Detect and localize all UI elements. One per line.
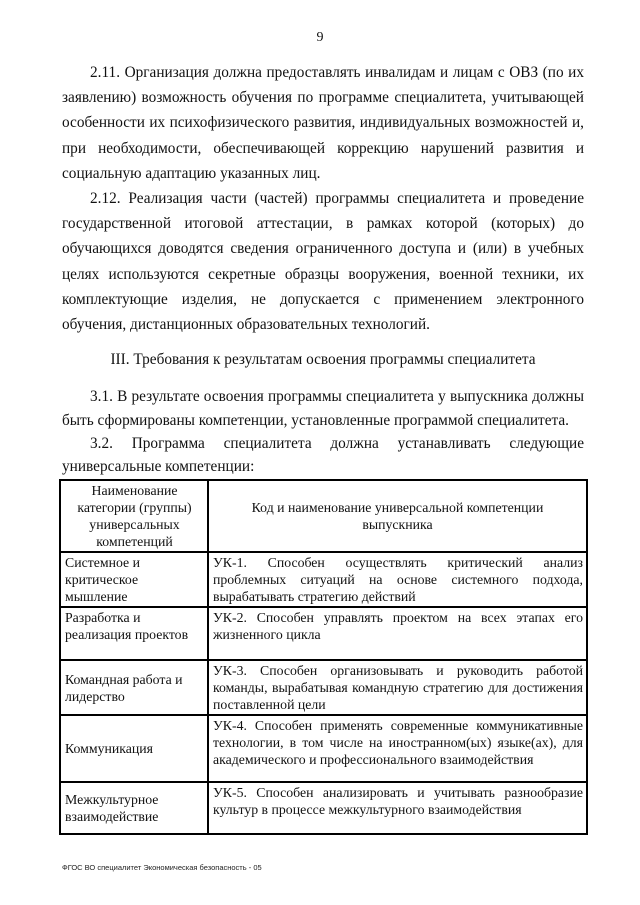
category-cell: Коммуникация xyxy=(60,715,208,782)
table-row xyxy=(60,607,587,660)
competency-cell: УК-4. Способен применять современные коммуникативные технологии, в том числе на иностранном(ых) языке(ах), для академического и профессионального взаимодействия xyxy=(208,715,587,782)
competency-cell: УК-2. Способен управлять проектом на всех этапах его жизненного цикла xyxy=(208,607,587,660)
page-number: 9 xyxy=(316,30,324,45)
table-row xyxy=(60,552,587,607)
paragraph-3-2: 3.2. Программа специалитета должна устанавливать следующие универсальные компетенции: xyxy=(62,435,584,475)
header-category-cell: Наименование категории (группы) универсальных компетенций xyxy=(60,480,208,552)
competency-cell: УК-1. Способен осуществлять критический анализ проблемных ситуаций на основе системного подхода, вырабатывать стратегию действий xyxy=(208,552,587,607)
header-code-cell: Код и наименование универсальной компетенции выпускника xyxy=(208,480,587,552)
table-row xyxy=(60,782,587,834)
table-row xyxy=(60,660,587,715)
document-footer: ФГОС ВО специалитет Экономическая безопасность - 05 xyxy=(62,863,262,872)
table-row xyxy=(60,715,587,782)
paragraph-3-1: 3.1. В результате освоения программы специалитета у выпускника должны быть сформированы компетенции, установленные программой специалитета. xyxy=(62,388,584,429)
category-cell: Межкультурное взаимодействие xyxy=(60,782,208,834)
competency-cell: УК-3. Способен организовывать и руководить работой команды, вырабатывая командную стратегию для достижения поставленной цели xyxy=(208,660,587,715)
category-cell: Командная работа и лидерство xyxy=(60,660,208,715)
category-cell: Системное и критическое мышление xyxy=(60,552,208,607)
section-heading-iii: III. Требования к результатам освоения программы специалитета xyxy=(110,351,536,368)
table-header-row xyxy=(60,480,587,552)
competency-cell: УК-5. Способен анализировать и учитывать разнообразие культур в процессе межкультурного взаимодействия xyxy=(208,782,587,834)
category-cell: Разработка и реализация проектов xyxy=(60,607,208,660)
paragraph-2-12: 2.12. Реализация части (частей) программы специалитета и проведение государственной итоговой аттестации, в рамках которой (которых) до обучающихся доводятся сведения ограниченного доступа и (или) в учебных целях используются секретные образцы вооружения, военной техники, их комплектующие изделия, не допускается с применением электронного обучения, дистанционных образовательных технологий. xyxy=(62,190,584,334)
paragraph-2-11: 2.11. Организация должна предоставлять инвалидам и лицам с ОВЗ (по их заявлению) возможность обучения по программе специалитета, учитывающей особенности их психофизического развития, индивидуальных возможностей и, при необходимости, обеспечивающей коррекцию нарушений развития и социальную адаптацию указанных лиц. xyxy=(62,64,584,182)
competencies-table xyxy=(59,479,588,835)
